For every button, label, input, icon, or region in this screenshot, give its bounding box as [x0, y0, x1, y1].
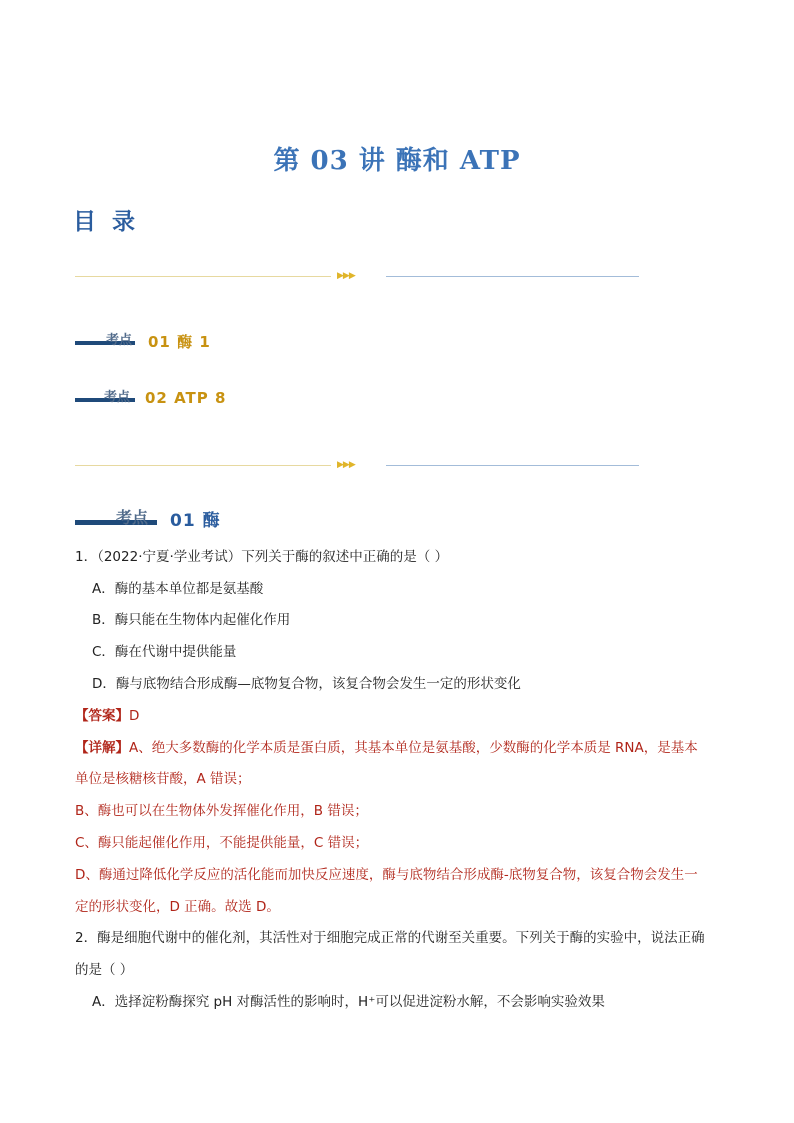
divider-line-blue: [386, 276, 639, 277]
toc-heading: 目 录: [73, 209, 140, 235]
section-title: 01 酶: [170, 511, 221, 531]
divider-line-gold: [75, 465, 331, 466]
answer-value: D: [129, 708, 140, 724]
tag-label: 考点: [116, 508, 149, 527]
explanation-label: 【详解】: [75, 740, 129, 756]
option-d: D．酶与底物结合形成酶—底物复合物，该复合物会发生一定的形状变化: [92, 676, 521, 692]
explanation-text: 单位是核糖核苷酸，A 错误；: [75, 771, 251, 787]
explanation-text: 定的形状变化，D 正确。故选 D。: [75, 899, 280, 915]
explanation-line: [75, 738, 698, 758]
divider-line-blue: [386, 465, 639, 466]
explanation-text: A、绝大多数酶的化学本质是蛋白质，其基本单位是氨基酸，少数酶的化学本质是 RNA，是基本: [129, 740, 698, 756]
option-b: B．酶只能在生物体内起催化作用: [92, 612, 291, 628]
toc-item[interactable]: [75, 386, 375, 406]
explanation-text: D、酶通过降低化学反应的活化能而加快反应速度，酶与底物结合形成酶-底物复合物，该复合物会发生一: [75, 867, 698, 883]
section-heading: [75, 505, 375, 529]
option-a: A．选择淀粉酶探究 pH 对酶活性的影响时，H⁺可以促进淀粉水解，不会影响实验效果: [92, 994, 605, 1010]
page-title: 第 03 讲 酶和 ATP: [273, 146, 521, 176]
arrow-icon: ▶▶▶: [337, 460, 355, 470]
question-stem: 1．（2022·宁夏·学业考试）下列关于酶的叙述中正确的是（ ）: [75, 549, 449, 565]
toc-item-text: 02 ATP 8: [145, 389, 227, 407]
toc-item-text: 01 酶 1: [148, 333, 211, 351]
explanation-text: B、酶也可以在生物体外发挥催化作用，B 错误；: [75, 803, 368, 819]
tag-label: 考点: [104, 390, 131, 405]
divider-line-gold: [75, 276, 331, 277]
answer-label: 【答案】: [75, 708, 129, 724]
question-stem: 的是（ ）: [75, 962, 134, 978]
explanation-text: C、酶只能起催化作用，不能提供能量，C 错误；: [75, 835, 369, 851]
tag-label: 考点: [106, 333, 133, 348]
toc-item[interactable]: [75, 329, 375, 349]
answer-line: [75, 706, 139, 726]
option-c: C．酶在代谢中提供能量: [92, 644, 237, 660]
option-a: A．酶的基本单位都是氨基酸: [92, 581, 264, 597]
question-stem: 2．酶是细胞代谢中的催化剂，其活性对于细胞完成正常的代谢至关重要。下列关于酶的实验中，说法正确: [75, 930, 705, 946]
arrow-icon: ▶▶▶: [337, 271, 355, 281]
